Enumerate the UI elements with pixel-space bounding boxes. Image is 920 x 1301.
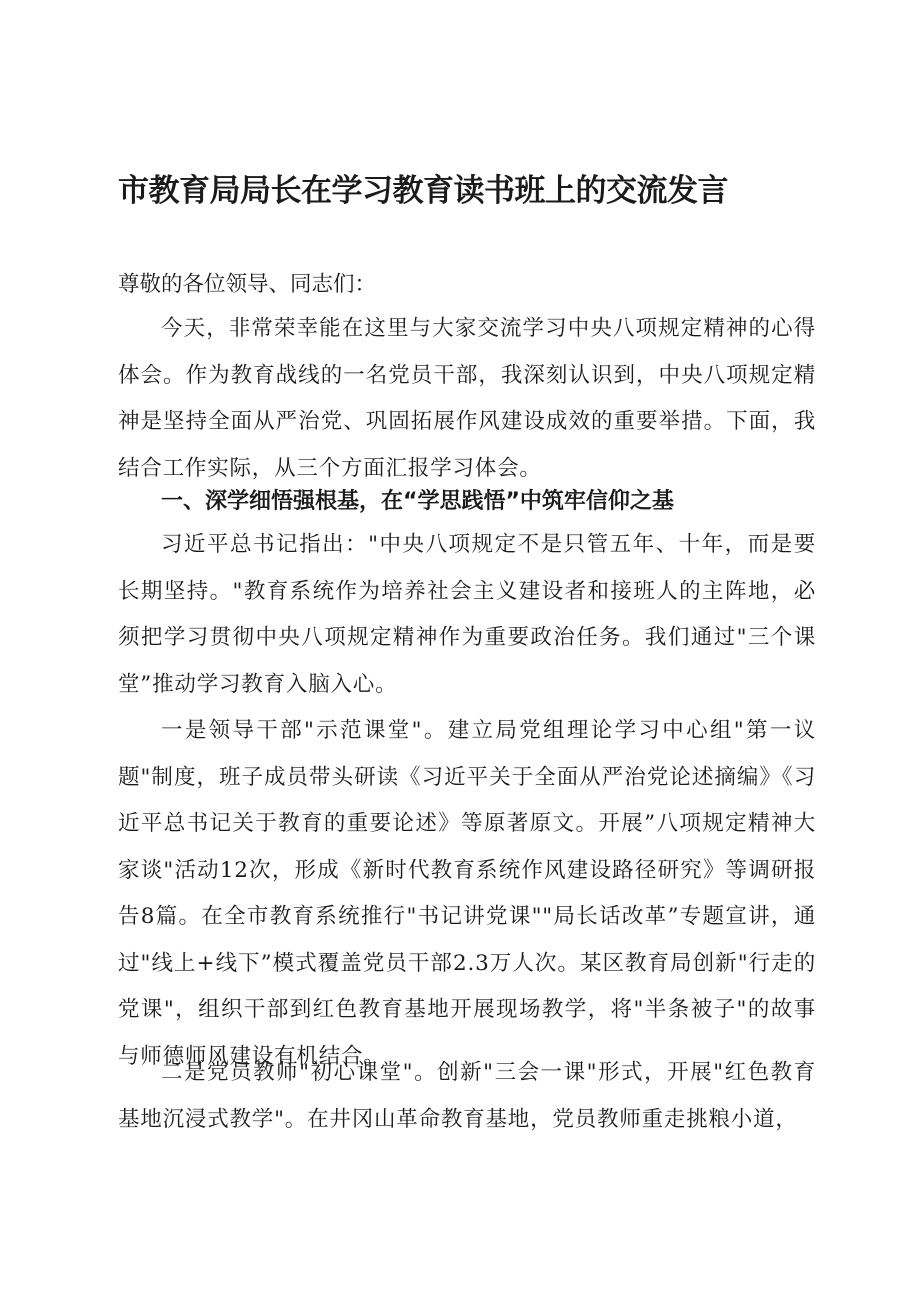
section1-paragraph-1: 习近平总书记指出："中央八项规定不是只管五年、十年，而是要长期坚持。"教育系统作为培养社会主义建设者和接班人的主阵地，必须把学习贯彻中央八项规定精神作为重要政治任务。我们通过"三个课堂”推动学习教育入脑入心。 [118,532,816,697]
intro-paragraph: 今天，非常荣幸能在这里与大家交流学习中央八项规定精神的心得体会。作为教育战线的一名党员干部，我深刻认识到，中央八项规定精神是坚持全面从严治党、巩固拓展作风建设成效的重要举措。下面，我结合工作实际，从三个方面汇报学习体会。 [118,316,816,481]
section-heading-1: 一、深学细悟强根基，在“学思践悟”中筑牢信仰之基 [161,489,674,514]
salutation: 尊敬的各位领导、同志们： [118,272,377,297]
section1-paragraph-3: 二是党员教师"初心课堂"。创新"三会一课"形式，开展"红色教育基地沉浸式教学"。在井冈山革命教育基地，党员教师重走挑粮小道， [118,1060,816,1132]
document-title: 市教育局局长在学习教育读书班上的交流发言 [118,173,728,209]
section1-paragraph-2: 一是领导干部"示范课堂"。建立局党组理论学习中心组"第一议题"制度，班子成员带头研读《习近平关于全面从严治党论述摘编》《习近平总书记关于教育的重要论述》等原著原文。开展”八项规定精神大家谈"活动12次，形成《新时代教育系统作风建设路径研究》等调研报告8篇。在全市教育系统推行"书记讲党课""局长话改革”专题宣讲，通过"线上+线下”模式覆盖党员干部2.3万人次。某区教育局创新"行走的党课"，组织干部到红色教育基地开展现场教学，将"半条被子"的故事与师德师风建设有机结合。 [118,718,816,1069]
